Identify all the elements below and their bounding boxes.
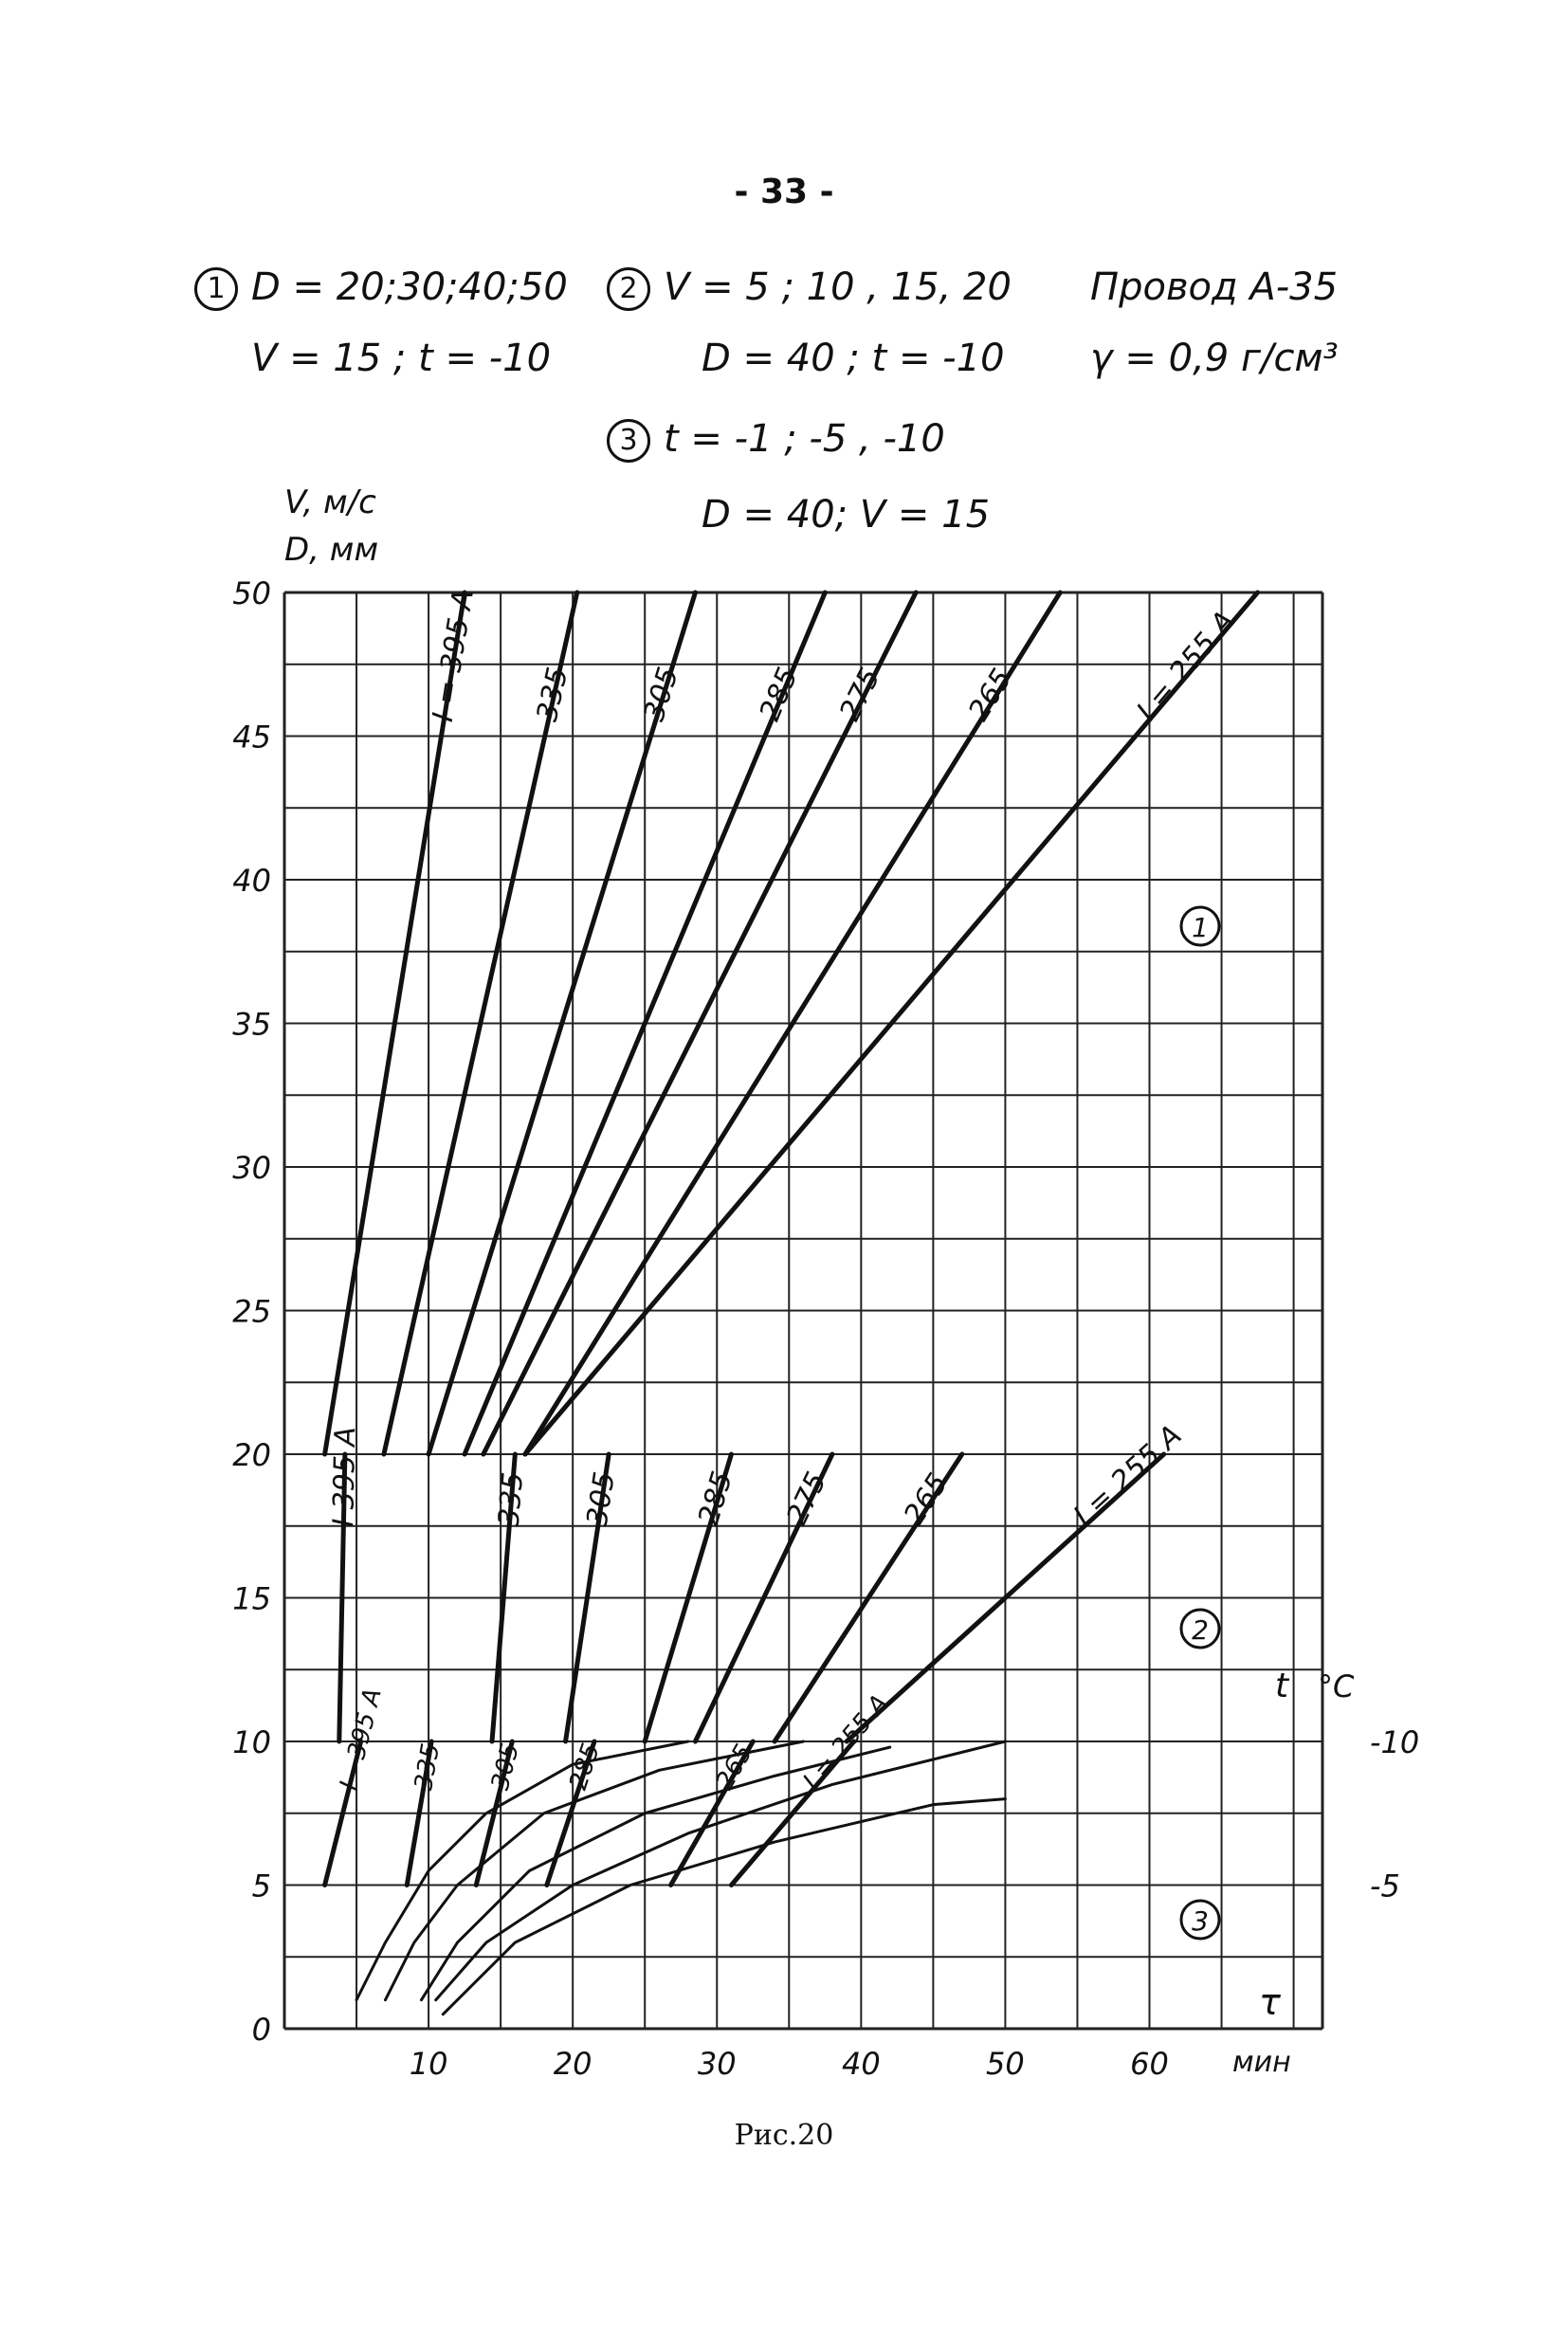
marker-2: 2 [607, 267, 650, 311]
series-label: I = 255 A [1130, 604, 1242, 728]
page-number: - 33 - [734, 173, 834, 211]
x-axis-unit: мин [1232, 2046, 1291, 2079]
legend-group-3-line2: D = 40; V = 15 [702, 493, 991, 537]
x-tick-label: 50 [986, 2046, 1025, 2082]
group-marker-text-1: 1 [1192, 912, 1209, 943]
chart-grid [284, 592, 1322, 2029]
series-label: I 395 A [327, 1426, 363, 1528]
series-label: 305 [580, 1469, 622, 1529]
x-tick-label: 60 [1130, 2046, 1169, 2082]
series-label: 335 [530, 664, 575, 725]
x-tick-label: 30 [697, 2046, 737, 2082]
series-label: 265 [961, 663, 1019, 727]
series-label: 335 [410, 1740, 447, 1793]
y-tick-label: 40 [232, 863, 271, 899]
x-axis-symbol: τ [1259, 1981, 1281, 2023]
y-tick-label: 15 [232, 1580, 271, 1617]
y-tick-label: 5 [251, 1868, 271, 1904]
figure-caption: Рис.20 [734, 2119, 834, 2152]
marker-1: 1 [194, 267, 238, 311]
x-tick-label: 40 [841, 2046, 881, 2082]
series-label: 305 [637, 663, 685, 725]
group-marker-text-3: 3 [1192, 1905, 1209, 1937]
legend-group-2-line1: V = 5 ; 10 , 15, 20 [664, 265, 1012, 309]
series-label: I = 255 A [797, 1689, 895, 1796]
legend-group-1-line2: V = 15 ; t = -10 [251, 337, 552, 380]
x-tick-label: 20 [553, 2046, 593, 2082]
series-label: 265 [897, 1467, 956, 1532]
y-axis-label-d: D, мм [284, 531, 379, 569]
series-label: 305 [485, 1740, 525, 1794]
series-label: 265 [710, 1740, 759, 1795]
legend-group-1-line1: D = 20;30;40;50 [251, 265, 568, 309]
series-label: 275 [832, 663, 887, 727]
series-label: 285 [564, 1740, 607, 1794]
t-axis-label: t [1275, 1667, 1289, 1705]
y-tick-label: 30 [232, 1150, 271, 1186]
legend-group-2-line2: D = 40 ; t = -10 [702, 337, 1005, 380]
group-marker-text-2: 2 [1192, 1614, 1209, 1646]
y-tick-label: 0 [251, 2012, 271, 2048]
y-tick-label: 20 [232, 1437, 271, 1473]
t-tick-label: -10 [1370, 1724, 1420, 1760]
y-tick-label: 50 [232, 575, 271, 611]
series-label: 285 [753, 663, 805, 726]
t-axis-unit: °C [1318, 1668, 1355, 1704]
y-tick-label: 35 [232, 1006, 271, 1043]
y-tick-label: 25 [232, 1293, 271, 1330]
density-label: γ = 0,9 г/см³ [1090, 337, 1339, 380]
marker-3: 3 [607, 419, 650, 463]
t-tick-label: -5 [1370, 1868, 1400, 1904]
wire-label: Провод А-35 [1090, 265, 1339, 309]
series-label: I = 395 A [426, 587, 481, 724]
chart-group-markers [1181, 907, 1219, 1939]
y-tick-label: 45 [232, 719, 271, 756]
legend-group-3-line1: t = -1 ; -5 , -10 [664, 417, 945, 461]
x-tick-label: 10 [409, 2046, 448, 2082]
series-line-D-curve-24 [443, 1799, 1005, 2014]
series-label: I - 395 A [335, 1686, 388, 1794]
series-label: 285 [692, 1467, 740, 1530]
series-label: 275 [780, 1467, 834, 1531]
series-label: I = 255 A [1067, 1418, 1189, 1533]
series-label: 335 [492, 1470, 531, 1528]
y-tick-label: 10 [232, 1724, 271, 1760]
chart-curves [325, 592, 1258, 2014]
y-axis-label-v: V, м/с [284, 483, 376, 521]
